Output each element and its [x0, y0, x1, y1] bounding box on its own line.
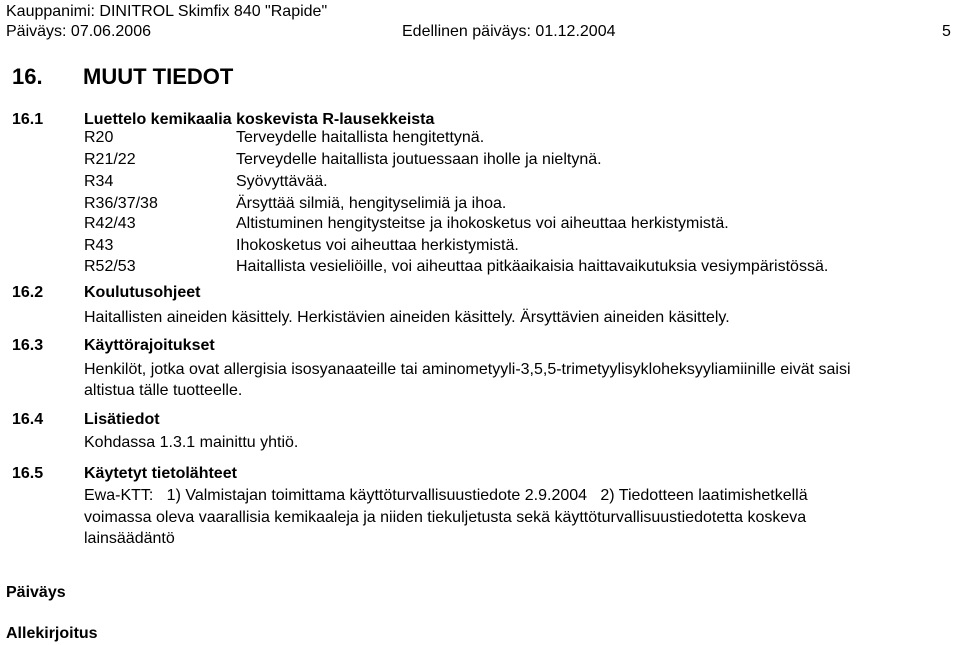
sources-text-line: lainsäädäntö: [84, 530, 175, 547]
subsection-number-16-1: 16.1: [12, 111, 44, 128]
r-phrase: Terveydelle haitallista joutuessaan iholle ja nieltynä.: [236, 151, 602, 168]
r-code: R43: [84, 237, 114, 254]
r-code: R42/43: [84, 215, 136, 232]
r-phrase: Ihokosketus voi aiheuttaa herkistymistä.: [236, 237, 519, 254]
r-code: R20: [84, 129, 114, 146]
subsection-number-16-3: 16.3: [12, 337, 44, 354]
r-phrase: Haitallista vesieliöille, voi aiheuttaa pitkäaikaisia haittavaikutuksia vesiympäristössä.: [236, 258, 829, 275]
subsection-title-16-5: Käytetyt tietolähteet: [84, 465, 237, 482]
date-label: Päiväys: [6, 584, 66, 601]
subsection-title-16-1: Luettelo kemikaalia koskevista R-lausekkeista: [84, 111, 435, 128]
r-code: R52/53: [84, 258, 136, 275]
subsection-title-16-2: Koulutusohjeet: [84, 284, 201, 301]
subsection-title-16-4: Lisätiedot: [84, 411, 160, 428]
product-name: Kauppanimi: DINITROL Skimfix 840 "Rapide": [6, 3, 328, 20]
r-code: R36/37/38: [84, 195, 158, 212]
restriction-text-line: altistua tälle tuotteelle.: [84, 382, 243, 399]
restriction-text-line: Henkilöt, jotka ovat allergisia isosyanaateille tai aminometyyli-3,5,5-trimetyylisykloheksyyliamiinille eivät saisi: [84, 361, 851, 378]
r-phrase: Ärsyttää silmiä, hengityselimiä ja ihoa.: [236, 195, 507, 212]
previous-date: Edellinen päiväys: 01.12.2004: [402, 23, 616, 40]
subsection-number-16-2: 16.2: [12, 284, 44, 301]
subsection-number-16-5: 16.5: [12, 465, 44, 482]
r-phrase: Syövyttävää.: [236, 173, 328, 190]
r-phrase: Altistuminen hengitysteitse ja ihokosketus voi aiheuttaa herkistymistä.: [236, 215, 729, 232]
r-code: R34: [84, 173, 114, 190]
signature-label: Allekirjoitus: [6, 625, 98, 642]
training-text: Haitallisten aineiden käsittely. Herkistävien aineiden käsittely. Ärsyttävien aineiden käsittely.: [84, 309, 730, 326]
document-date: Päiväys: 07.06.2006: [6, 23, 151, 40]
sources-text-line: voimassa oleva vaarallisia kemikaaleja ja niiden tiekuljetusta sekä käyttöturvallisuustiedotetta koskeva: [84, 509, 807, 526]
section-title: MUUT TIEDOT: [83, 64, 234, 89]
subsection-number-16-4: 16.4: [12, 411, 44, 428]
r-code: R21/22: [84, 151, 136, 168]
page-number: 5: [942, 23, 951, 40]
subsection-title-16-3: Käyttörajoitukset: [84, 337, 215, 354]
section-number: 16.: [12, 64, 43, 89]
additional-info-text: Kohdassa 1.3.1 mainittu yhtiö.: [84, 434, 299, 451]
sources-text-line: Ewa-KTT: 1) Valmistajan toimittama käyttöturvallisuustiedote 2.9.2004 2) Tiedotteen laatimishetkellä: [84, 487, 808, 504]
r-phrase: Terveydelle haitallista hengitettynä.: [236, 129, 485, 146]
